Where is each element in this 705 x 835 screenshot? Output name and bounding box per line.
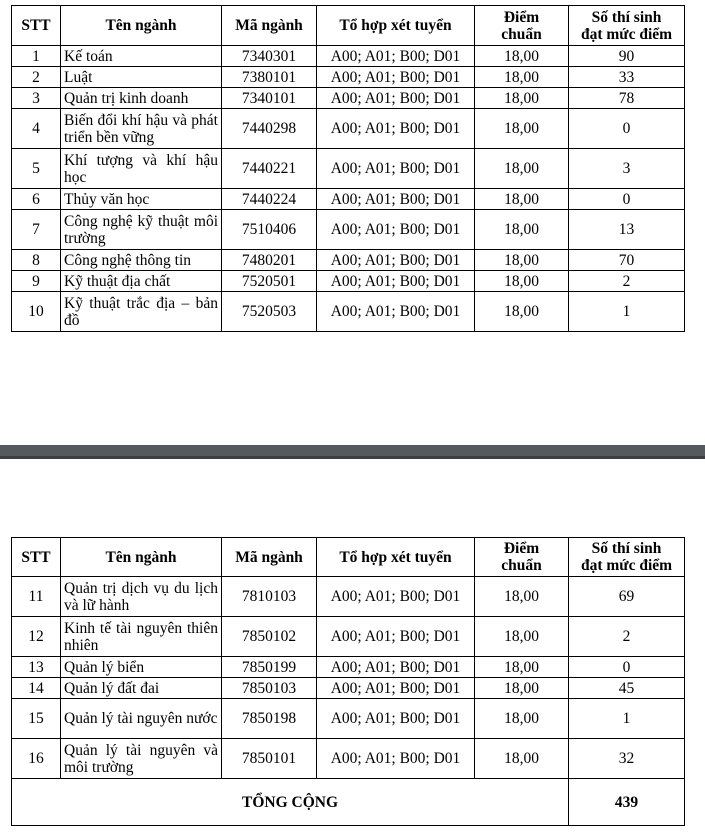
row-name: Kỹ thuật trắc địa – bản đồ — [61, 292, 222, 332]
row-count: 90 — [569, 46, 685, 67]
row-name: Quản lý tài nguyên nước — [61, 699, 222, 739]
admission-table-part1 — [11, 5, 685, 332]
row-score: 18,00 — [475, 739, 569, 779]
header-name: Tên ngành — [61, 538, 222, 577]
row-name: Công nghệ thông tin — [61, 250, 222, 271]
row-name: Luật — [61, 67, 222, 88]
row-combo: A00; A01; B00; D01 — [317, 67, 475, 88]
row-combo: A00; A01; B00; D01 — [317, 678, 475, 699]
header-name: Tên ngành — [61, 6, 222, 46]
header-combo: Tổ hợp xét tuyển — [317, 538, 475, 577]
row-stt: 15 — [12, 699, 61, 739]
row-code: 7850199 — [222, 657, 317, 678]
row-combo: A00; A01; B00; D01 — [317, 210, 475, 250]
header-count: Số thí sinh đạt mức điểm — [569, 6, 685, 46]
row-score: 18,00 — [475, 699, 569, 739]
row-score: 18,00 — [475, 657, 569, 678]
row-score: 18,00 — [475, 250, 569, 271]
header-score: Điểm chuẩn — [475, 538, 569, 577]
row-count: 70 — [569, 250, 685, 271]
row-stt: 13 — [12, 657, 61, 678]
row-count: 13 — [569, 210, 685, 250]
table-row — [12, 292, 685, 332]
row-count: 0 — [569, 109, 685, 149]
row-code: 7480201 — [222, 250, 317, 271]
row-combo: A00; A01; B00; D01 — [317, 271, 475, 292]
table-row — [12, 250, 685, 271]
table-row — [12, 657, 685, 678]
row-code: 7340301 — [222, 46, 317, 67]
header-score: Điểm chuẩn — [475, 6, 569, 46]
row-combo: A00; A01; B00; D01 — [317, 46, 475, 67]
row-name: Quản lý biển — [61, 657, 222, 678]
row-score: 18,00 — [475, 189, 569, 210]
row-code: 7440221 — [222, 149, 317, 189]
row-count: 3 — [569, 149, 685, 189]
header-stt: STT — [12, 6, 61, 46]
row-stt: 11 — [12, 577, 61, 617]
table-row — [12, 88, 685, 109]
row-name: Kinh tế tài nguyên thiên nhiên — [61, 617, 222, 657]
header-row — [12, 538, 685, 577]
row-count: 69 — [569, 577, 685, 617]
row-code: 7850103 — [222, 678, 317, 699]
row-name: Khí tượng và khí hậu học — [61, 149, 222, 189]
row-code: 7850101 — [222, 739, 317, 779]
table-row — [12, 617, 685, 657]
table-row — [12, 699, 685, 739]
table-row — [12, 739, 685, 779]
row-name: Công nghệ kỹ thuật môi trường — [61, 210, 222, 250]
row-score: 18,00 — [475, 617, 569, 657]
table-row — [12, 678, 685, 699]
row-count: 1 — [569, 292, 685, 332]
total-label: TỔNG CỘNG — [12, 779, 569, 826]
row-count: 0 — [569, 657, 685, 678]
row-combo: A00; A01; B00; D01 — [317, 739, 475, 779]
row-stt: 8 — [12, 250, 61, 271]
total-value: 439 — [569, 779, 685, 826]
row-combo: A00; A01; B00; D01 — [317, 577, 475, 617]
row-name: Quản lý tài nguyên và môi trường — [61, 739, 222, 779]
row-stt: 2 — [12, 67, 61, 88]
table-row — [12, 577, 685, 617]
row-score: 18,00 — [475, 210, 569, 250]
row-stt: 16 — [12, 739, 61, 779]
admission-table-part2 — [11, 537, 685, 826]
row-code: 7510406 — [222, 210, 317, 250]
table-row — [12, 149, 685, 189]
row-combo: A00; A01; B00; D01 — [317, 189, 475, 210]
row-stt: 9 — [12, 271, 61, 292]
row-code: 7850198 — [222, 699, 317, 739]
row-combo: A00; A01; B00; D01 — [317, 250, 475, 271]
row-name: Biến đổi khí hậu và phát triển bền vững — [61, 109, 222, 149]
row-score: 18,00 — [475, 46, 569, 67]
row-score: 18,00 — [475, 67, 569, 88]
total-row — [12, 779, 685, 826]
row-count: 2 — [569, 271, 685, 292]
row-count: 78 — [569, 88, 685, 109]
row-stt: 12 — [12, 617, 61, 657]
row-count: 33 — [569, 67, 685, 88]
row-code: 7440298 — [222, 109, 317, 149]
header-combo: Tổ hợp xét tuyển — [317, 6, 475, 46]
row-name: Kế toán — [61, 46, 222, 67]
row-combo: A00; A01; B00; D01 — [317, 149, 475, 189]
row-combo: A00; A01; B00; D01 — [317, 617, 475, 657]
row-code: 7340101 — [222, 88, 317, 109]
row-code: 7810103 — [222, 577, 317, 617]
table-row — [12, 210, 685, 250]
row-score: 18,00 — [475, 292, 569, 332]
row-stt: 3 — [12, 88, 61, 109]
row-code: 7380101 — [222, 67, 317, 88]
row-stt: 10 — [12, 292, 61, 332]
header-stt: STT — [12, 538, 61, 577]
row-name: Quản trị dịch vụ du lịch và lữ hành — [61, 577, 222, 617]
row-code: 7850102 — [222, 617, 317, 657]
row-count: 32 — [569, 739, 685, 779]
row-stt: 5 — [12, 149, 61, 189]
row-stt: 14 — [12, 678, 61, 699]
row-code: 7520501 — [222, 271, 317, 292]
row-stt: 6 — [12, 189, 61, 210]
row-count: 1 — [569, 699, 685, 739]
row-code: 7440224 — [222, 189, 317, 210]
row-combo: A00; A01; B00; D01 — [317, 699, 475, 739]
row-combo: A00; A01; B00; D01 — [317, 292, 475, 332]
row-count: 0 — [569, 189, 685, 210]
row-stt: 4 — [12, 109, 61, 149]
row-name: Quản lý đất đai — [61, 678, 222, 699]
row-combo: A00; A01; B00; D01 — [317, 88, 475, 109]
row-count: 45 — [569, 678, 685, 699]
header-row — [12, 6, 685, 46]
row-combo: A00; A01; B00; D01 — [317, 657, 475, 678]
row-combo: A00; A01; B00; D01 — [317, 109, 475, 149]
row-name: Kỹ thuật địa chất — [61, 271, 222, 292]
row-name: Quản trị kinh doanh — [61, 88, 222, 109]
row-count: 2 — [569, 617, 685, 657]
table-row — [12, 46, 685, 67]
header-count: Số thí sinh đạt mức điểm — [569, 538, 685, 577]
row-score: 18,00 — [475, 109, 569, 149]
row-code: 7520503 — [222, 292, 317, 332]
row-score: 18,00 — [475, 271, 569, 292]
table-row — [12, 189, 685, 210]
header-code: Mã ngành — [222, 6, 317, 46]
row-name: Thủy văn học — [61, 189, 222, 210]
cropped-text-bottom — [60, 827, 685, 835]
row-score: 18,00 — [475, 577, 569, 617]
row-stt: 7 — [12, 210, 61, 250]
table-row — [12, 109, 685, 149]
table-row — [12, 67, 685, 88]
row-stt: 1 — [12, 46, 61, 67]
table-row — [12, 271, 685, 292]
row-score: 18,00 — [475, 88, 569, 109]
row-score: 18,00 — [475, 678, 569, 699]
page-divider — [0, 445, 705, 459]
header-code: Mã ngành — [222, 538, 317, 577]
row-score: 18,00 — [475, 149, 569, 189]
